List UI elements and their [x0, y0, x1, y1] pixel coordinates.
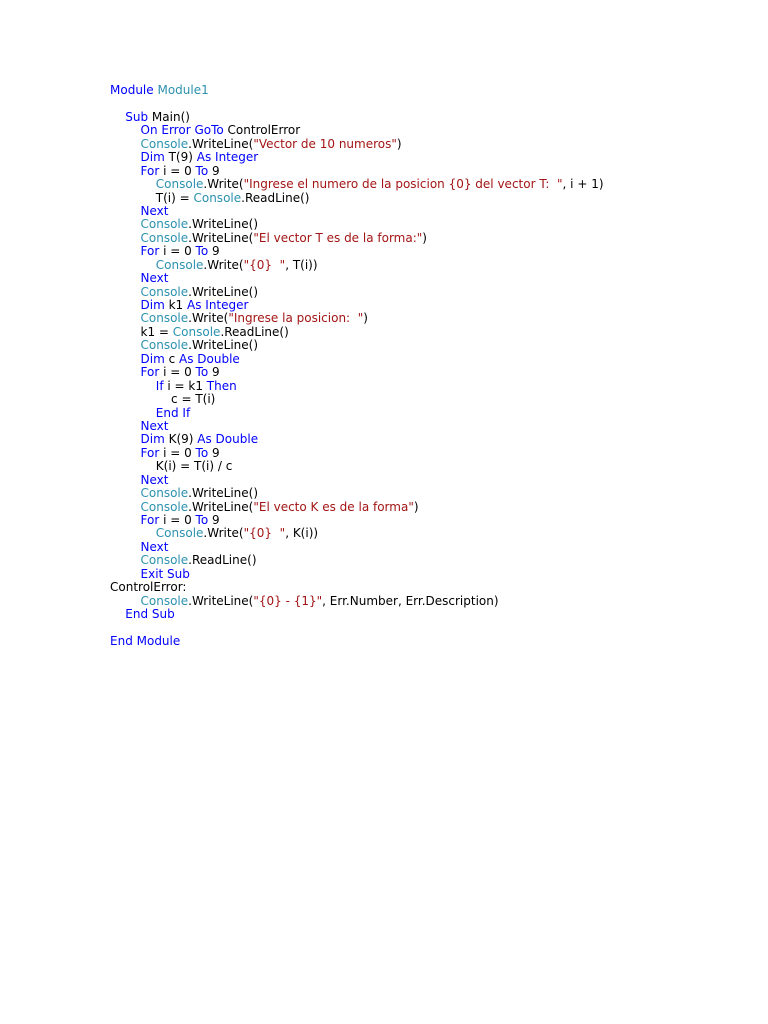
text-token: .WriteLine(	[188, 136, 254, 151]
text-token	[110, 540, 141, 554]
keyword-token: As Integer	[187, 298, 249, 312]
text-token: k1 =	[110, 324, 173, 339]
type-token: Console	[140, 499, 189, 514]
code-block	[110, 84, 604, 648]
text-token	[110, 150, 141, 164]
type-token: Console	[140, 217, 189, 232]
keyword-token: Exit Sub	[140, 566, 190, 581]
type-token: Console	[140, 230, 189, 245]
text-token	[110, 553, 141, 567]
code-line	[110, 192, 604, 205]
text-token: ControlError	[223, 123, 301, 138]
code-line	[110, 595, 604, 608]
code-line	[110, 635, 604, 648]
text-token: T(9)	[164, 150, 197, 165]
keyword-token: Next	[140, 539, 169, 554]
keyword-token: Module	[110, 83, 154, 97]
code-line	[110, 380, 604, 393]
text-token	[110, 123, 141, 137]
string-token: "{0} - {1}"	[253, 593, 323, 608]
text-token: .Write(	[188, 311, 229, 326]
code-line	[110, 622, 604, 635]
text-token	[110, 446, 141, 460]
text-token	[110, 110, 125, 124]
code-line	[110, 447, 604, 460]
type-token: Module1	[157, 83, 209, 97]
code-line	[110, 339, 604, 352]
text-token: )	[363, 311, 368, 326]
keyword-token: Dim	[140, 432, 165, 447]
text-token: .WriteLine()	[188, 486, 259, 501]
text-token	[110, 567, 141, 581]
text-token	[110, 338, 141, 352]
text-token: )	[413, 499, 419, 514]
text-token	[110, 231, 141, 245]
type-token: Console	[172, 324, 221, 339]
text-token: , i + 1)	[562, 177, 604, 192]
text-token	[110, 594, 141, 608]
text-token: Main()	[148, 109, 190, 124]
text-token: T(i) =	[110, 190, 194, 205]
code-line	[110, 527, 604, 540]
keyword-token: Sub	[125, 109, 149, 124]
keyword-token: End Module	[110, 633, 181, 648]
keyword-token: For	[140, 365, 160, 380]
code-line	[110, 218, 604, 231]
text-token	[110, 379, 156, 393]
text-token	[110, 217, 141, 231]
text-token: )	[422, 230, 427, 245]
code-line	[110, 474, 604, 487]
code-line	[110, 165, 604, 178]
keyword-token: For	[140, 163, 160, 178]
text-token	[110, 607, 125, 621]
text-token	[110, 513, 141, 527]
text-token: .Write(	[203, 526, 244, 541]
string-token: "{0} "	[243, 526, 286, 541]
keyword-token: For	[140, 244, 160, 259]
code-line	[110, 501, 604, 514]
text-token	[110, 500, 141, 514]
code-line	[110, 245, 604, 258]
keyword-token: To	[195, 163, 209, 178]
text-token: c	[164, 351, 180, 366]
code-line	[110, 272, 604, 285]
string-token: "{0} "	[243, 257, 286, 272]
text-token	[110, 473, 141, 487]
text-token: .Write(	[203, 177, 244, 192]
text-token: , K(i))	[285, 526, 319, 541]
type-token: Console	[140, 136, 189, 151]
text-token	[110, 526, 156, 540]
keyword-token: Dim	[140, 150, 165, 165]
code-line	[110, 554, 604, 567]
text-token	[110, 244, 141, 258]
text-token: 9	[208, 163, 220, 178]
text-token	[110, 258, 156, 272]
code-line	[110, 151, 604, 164]
text-token	[110, 365, 141, 379]
keyword-token: Then	[206, 378, 237, 393]
code-line	[110, 326, 604, 339]
code-line	[110, 568, 604, 581]
text-token: i = 0	[159, 365, 196, 380]
keyword-token: For	[140, 445, 160, 460]
keyword-token: To	[195, 244, 209, 259]
string-token: "Ingrese la posicion: "	[228, 311, 364, 326]
code-line	[110, 124, 604, 137]
keyword-token: On Error GoTo	[140, 123, 224, 138]
text-token: i = 0	[159, 513, 196, 527]
text-token: 9	[208, 445, 220, 460]
text-token: ControlError:	[110, 580, 187, 595]
code-line	[110, 312, 604, 325]
text-token: .WriteLine()	[188, 217, 259, 232]
text-token: K(9)	[164, 432, 198, 447]
type-token: Console	[155, 257, 204, 272]
keyword-token: End Sub	[125, 607, 175, 622]
code-line	[110, 581, 604, 594]
text-token: .ReadLine()	[220, 324, 289, 339]
keyword-token: If	[155, 378, 164, 393]
code-line	[110, 259, 604, 272]
text-token: .ReadLine()	[188, 553, 257, 568]
type-token: Console	[140, 486, 189, 501]
code-line	[110, 138, 604, 151]
text-token: K(i) = T(i) / c	[110, 459, 233, 474]
text-token: .Write(	[203, 257, 244, 272]
text-token: .WriteLine()	[188, 284, 259, 299]
code-line	[110, 299, 604, 312]
text-token: .WriteLine(	[188, 230, 254, 245]
code-line	[110, 232, 604, 245]
type-token: Console	[140, 593, 189, 608]
text-token	[110, 352, 141, 366]
code-line	[110, 111, 604, 124]
text-token	[110, 137, 141, 151]
text-token: .ReadLine()	[241, 190, 310, 205]
text-token	[110, 285, 141, 299]
text-token: k1	[164, 298, 187, 312]
code-line	[110, 460, 604, 473]
code-line	[110, 541, 604, 554]
code-line	[110, 608, 604, 621]
string-token: "Vector de 10 numeros"	[253, 136, 397, 151]
code-line	[110, 205, 604, 218]
code-line	[110, 514, 604, 527]
code-line	[110, 433, 604, 446]
text-token: 9	[208, 365, 220, 380]
code-line	[110, 420, 604, 433]
keyword-token: To	[195, 445, 209, 460]
string-token: "El vector T es de la forma:"	[253, 230, 423, 245]
string-token: "Ingrese el numero de la posicion {0} del vector T: "	[243, 177, 563, 192]
type-token: Console	[140, 284, 189, 299]
keyword-token: Dim	[140, 298, 165, 312]
type-token: Console	[140, 338, 189, 353]
text-token: , T(i))	[285, 257, 318, 272]
code-line	[110, 393, 604, 406]
keyword-token: As Integer	[196, 150, 259, 165]
type-token: Console	[155, 177, 204, 192]
text-token: .WriteLine()	[188, 338, 259, 353]
code-line	[110, 487, 604, 500]
type-token: Console	[155, 526, 204, 541]
string-token: "El vecto K es de la forma"	[253, 499, 414, 514]
text-token: 9	[208, 244, 220, 259]
text-token: i = 0	[159, 244, 196, 259]
code-line	[110, 286, 604, 299]
code-line	[110, 353, 604, 366]
text-token: i = k1	[163, 378, 207, 393]
text-token: )	[396, 136, 402, 151]
type-token: Console	[140, 553, 189, 568]
code-line	[110, 366, 604, 379]
text-token	[110, 419, 141, 433]
code-line	[110, 84, 604, 97]
keyword-token: Next	[140, 472, 169, 487]
text-token: i = 0	[159, 445, 196, 460]
code-line	[110, 178, 604, 191]
keyword-token: To	[195, 513, 209, 527]
text-token	[110, 271, 141, 285]
text-token: c = T(i)	[110, 392, 216, 407]
keyword-token: Next	[140, 418, 169, 433]
text-token	[110, 204, 141, 218]
text-token: , Err.Number, Err.Description)	[322, 593, 499, 608]
keyword-token: Next	[140, 203, 169, 218]
keyword-token: For	[140, 513, 160, 527]
code-line	[110, 407, 604, 420]
text-token	[110, 177, 156, 191]
keyword-token: To	[195, 365, 209, 380]
keyword-token: Next	[140, 271, 169, 286]
code-line	[110, 97, 604, 110]
keyword-token: Dim	[140, 351, 165, 366]
text-token: 9	[208, 513, 220, 527]
keyword-token: End If	[155, 405, 191, 420]
text-token	[110, 406, 156, 420]
text-token	[110, 486, 141, 500]
type-token: Console	[140, 311, 189, 326]
text-token: i = 0	[159, 163, 196, 178]
text-token: .WriteLine(	[188, 593, 254, 608]
keyword-token: As Double	[197, 432, 259, 447]
text-token	[110, 298, 141, 312]
text-token	[110, 432, 141, 446]
text-token	[110, 164, 141, 178]
text-token	[110, 311, 141, 325]
type-token: Console	[193, 190, 242, 205]
keyword-token: As Double	[179, 351, 240, 366]
text-token: .WriteLine(	[188, 499, 254, 514]
